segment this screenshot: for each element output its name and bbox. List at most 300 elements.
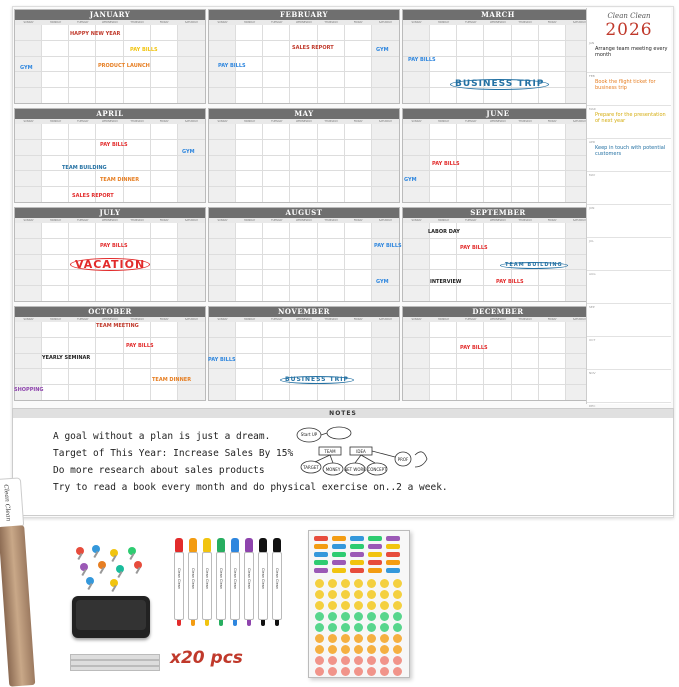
- day-cell[interactable]: [430, 171, 457, 187]
- day-cell[interactable]: [372, 187, 399, 203]
- day-cell[interactable]: [372, 369, 399, 385]
- day-cell[interactable]: [512, 187, 539, 203]
- day-cell[interactable]: [178, 57, 205, 73]
- day-cell[interactable]: [15, 338, 42, 354]
- day-cell[interactable]: [512, 223, 539, 239]
- day-cell[interactable]: [484, 88, 511, 104]
- day-cell[interactable]: [209, 41, 236, 57]
- day-cell[interactable]: [69, 140, 96, 156]
- day-cell[interactable]: [318, 25, 345, 41]
- day-cell[interactable]: [236, 187, 263, 203]
- day-cell[interactable]: [484, 354, 511, 370]
- day-cell[interactable]: [151, 223, 178, 239]
- day-cell[interactable]: [512, 88, 539, 104]
- day-cell[interactable]: [69, 286, 96, 302]
- day-cell[interactable]: [96, 286, 123, 302]
- day-cell[interactable]: [318, 338, 345, 354]
- day-cell[interactable]: [290, 72, 317, 88]
- day-cell[interactable]: [430, 354, 457, 370]
- day-cell[interactable]: [430, 187, 457, 203]
- day-cell[interactable]: [318, 156, 345, 172]
- day-cell[interactable]: [403, 354, 430, 370]
- day-cell[interactable]: [178, 354, 205, 370]
- day-cell[interactable]: [290, 322, 317, 338]
- day-cell[interactable]: [209, 171, 236, 187]
- day-cell[interactable]: [539, 354, 566, 370]
- day-cell[interactable]: [151, 270, 178, 286]
- day-cell[interactable]: [151, 385, 178, 401]
- day-cell[interactable]: [151, 255, 178, 271]
- day-cell[interactable]: [539, 270, 566, 286]
- day-cell[interactable]: [345, 255, 372, 271]
- day-cell[interactable]: [539, 223, 566, 239]
- day-cell[interactable]: [457, 255, 484, 271]
- day-cell[interactable]: [403, 156, 430, 172]
- day-cell[interactable]: [539, 124, 566, 140]
- day-cell[interactable]: [345, 286, 372, 302]
- day-cell[interactable]: [512, 369, 539, 385]
- day-cell[interactable]: [403, 41, 430, 57]
- day-cell[interactable]: [236, 223, 263, 239]
- day-cell[interactable]: [318, 124, 345, 140]
- day-cell[interactable]: [430, 338, 457, 354]
- day-cell[interactable]: [318, 88, 345, 104]
- day-cell[interactable]: [42, 124, 69, 140]
- day-cell[interactable]: [430, 286, 457, 302]
- day-cell[interactable]: [290, 156, 317, 172]
- day-cell[interactable]: [457, 156, 484, 172]
- day-cell[interactable]: [290, 255, 317, 271]
- day-cell[interactable]: [290, 124, 317, 140]
- day-cell[interactable]: [290, 338, 317, 354]
- day-cell[interactable]: [263, 88, 290, 104]
- day-cell[interactable]: [209, 124, 236, 140]
- day-cell[interactable]: [15, 25, 42, 41]
- day-cell[interactable]: [236, 385, 263, 401]
- day-cell[interactable]: [209, 369, 236, 385]
- day-cell[interactable]: [345, 156, 372, 172]
- day-cell[interactable]: [42, 88, 69, 104]
- day-cell[interactable]: [209, 286, 236, 302]
- day-cell[interactable]: [69, 338, 96, 354]
- day-cell[interactable]: [42, 140, 69, 156]
- day-cell[interactable]: [124, 369, 151, 385]
- day-cell[interactable]: [69, 88, 96, 104]
- day-cell[interactable]: [263, 286, 290, 302]
- day-cell[interactable]: [151, 25, 178, 41]
- day-cell[interactable]: [512, 286, 539, 302]
- day-cell[interactable]: [209, 322, 236, 338]
- day-cell[interactable]: [512, 124, 539, 140]
- day-cell[interactable]: [96, 270, 123, 286]
- day-cell[interactable]: [263, 41, 290, 57]
- day-cell[interactable]: [539, 239, 566, 255]
- day-cell[interactable]: [290, 270, 317, 286]
- day-cell[interactable]: [151, 171, 178, 187]
- day-cell[interactable]: [318, 239, 345, 255]
- day-cell[interactable]: [263, 124, 290, 140]
- day-cell[interactable]: [151, 354, 178, 370]
- day-cell[interactable]: [178, 286, 205, 302]
- day-cell[interactable]: [372, 322, 399, 338]
- day-cell[interactable]: [15, 223, 42, 239]
- day-cell[interactable]: [372, 385, 399, 401]
- day-cell[interactable]: [209, 255, 236, 271]
- day-cell[interactable]: [430, 369, 457, 385]
- day-cell[interactable]: [539, 25, 566, 41]
- day-cell[interactable]: [42, 369, 69, 385]
- day-cell[interactable]: [15, 72, 42, 88]
- day-cell[interactable]: [96, 354, 123, 370]
- day-cell[interactable]: [318, 270, 345, 286]
- day-cell[interactable]: [15, 239, 42, 255]
- day-cell[interactable]: [512, 239, 539, 255]
- day-cell[interactable]: [209, 270, 236, 286]
- day-cell[interactable]: [42, 286, 69, 302]
- day-cell[interactable]: [263, 72, 290, 88]
- day-cell[interactable]: [209, 72, 236, 88]
- day-cell[interactable]: [372, 72, 399, 88]
- day-cell[interactable]: [372, 88, 399, 104]
- day-cell[interactable]: [512, 338, 539, 354]
- day-cell[interactable]: [539, 187, 566, 203]
- day-cell[interactable]: [372, 25, 399, 41]
- day-cell[interactable]: [236, 41, 263, 57]
- day-cell[interactable]: [178, 223, 205, 239]
- day-cell[interactable]: [345, 239, 372, 255]
- day-cell[interactable]: [236, 369, 263, 385]
- day-cell[interactable]: [512, 354, 539, 370]
- day-cell[interactable]: [457, 385, 484, 401]
- day-cell[interactable]: [263, 57, 290, 73]
- day-cell[interactable]: [209, 187, 236, 203]
- day-cell[interactable]: [345, 354, 372, 370]
- day-cell[interactable]: [457, 171, 484, 187]
- day-cell[interactable]: [345, 187, 372, 203]
- day-cell[interactable]: [484, 239, 511, 255]
- day-cell[interactable]: [209, 223, 236, 239]
- day-cell[interactable]: [124, 72, 151, 88]
- day-cell[interactable]: [290, 140, 317, 156]
- day-cell[interactable]: [96, 369, 123, 385]
- day-cell[interactable]: [372, 255, 399, 271]
- day-cell[interactable]: [15, 156, 42, 172]
- day-cell[interactable]: [430, 140, 457, 156]
- day-cell[interactable]: [151, 72, 178, 88]
- day-cell[interactable]: [318, 286, 345, 302]
- day-cell[interactable]: [15, 124, 42, 140]
- day-cell[interactable]: [209, 140, 236, 156]
- day-cell[interactable]: [236, 140, 263, 156]
- day-cell[interactable]: [345, 124, 372, 140]
- day-cell[interactable]: [263, 354, 290, 370]
- day-cell[interactable]: [178, 187, 205, 203]
- day-cell[interactable]: [209, 25, 236, 41]
- day-cell[interactable]: [15, 354, 42, 370]
- day-cell[interactable]: [318, 140, 345, 156]
- day-cell[interactable]: [290, 171, 317, 187]
- day-cell[interactable]: [403, 223, 430, 239]
- day-cell[interactable]: [15, 88, 42, 104]
- day-cell[interactable]: [290, 385, 317, 401]
- day-cell[interactable]: [42, 239, 69, 255]
- day-cell[interactable]: [124, 286, 151, 302]
- day-cell[interactable]: [69, 322, 96, 338]
- day-cell[interactable]: [318, 322, 345, 338]
- day-cell[interactable]: [178, 171, 205, 187]
- day-cell[interactable]: [69, 239, 96, 255]
- day-cell[interactable]: [236, 286, 263, 302]
- day-cell[interactable]: [69, 369, 96, 385]
- day-cell[interactable]: [209, 156, 236, 172]
- day-cell[interactable]: [345, 270, 372, 286]
- day-cell[interactable]: [151, 187, 178, 203]
- day-cell[interactable]: [484, 25, 511, 41]
- day-cell[interactable]: [96, 88, 123, 104]
- day-cell[interactable]: [290, 286, 317, 302]
- day-cell[interactable]: [15, 369, 42, 385]
- day-cell[interactable]: [484, 156, 511, 172]
- day-cell[interactable]: [263, 223, 290, 239]
- day-cell[interactable]: [236, 322, 263, 338]
- day-cell[interactable]: [372, 124, 399, 140]
- day-cell[interactable]: [512, 156, 539, 172]
- day-cell[interactable]: [484, 322, 511, 338]
- day-cell[interactable]: [15, 286, 42, 302]
- day-cell[interactable]: [318, 72, 345, 88]
- day-cell[interactable]: [15, 41, 42, 57]
- day-cell[interactable]: [372, 57, 399, 73]
- day-cell[interactable]: [403, 88, 430, 104]
- day-cell[interactable]: [263, 270, 290, 286]
- day-cell[interactable]: [15, 255, 42, 271]
- day-cell[interactable]: [236, 156, 263, 172]
- day-cell[interactable]: [539, 171, 566, 187]
- day-cell[interactable]: [484, 140, 511, 156]
- day-cell[interactable]: [263, 156, 290, 172]
- day-cell[interactable]: [403, 286, 430, 302]
- day-cell[interactable]: [345, 171, 372, 187]
- day-cell[interactable]: [236, 270, 263, 286]
- day-cell[interactable]: [178, 255, 205, 271]
- day-cell[interactable]: [124, 187, 151, 203]
- day-cell[interactable]: [236, 338, 263, 354]
- day-cell[interactable]: [484, 171, 511, 187]
- day-cell[interactable]: [345, 57, 372, 73]
- day-cell[interactable]: [15, 140, 42, 156]
- day-cell[interactable]: [430, 25, 457, 41]
- day-cell[interactable]: [484, 187, 511, 203]
- day-cell[interactable]: [178, 156, 205, 172]
- day-cell[interactable]: [318, 223, 345, 239]
- day-cell[interactable]: [512, 322, 539, 338]
- day-cell[interactable]: [457, 25, 484, 41]
- day-cell[interactable]: [512, 41, 539, 57]
- day-cell[interactable]: [403, 385, 430, 401]
- day-cell[interactable]: [263, 187, 290, 203]
- day-cell[interactable]: [372, 140, 399, 156]
- day-cell[interactable]: [151, 57, 178, 73]
- day-cell[interactable]: [178, 72, 205, 88]
- day-cell[interactable]: [178, 88, 205, 104]
- day-cell[interactable]: [15, 322, 42, 338]
- day-cell[interactable]: [403, 72, 430, 88]
- day-cell[interactable]: [96, 41, 123, 57]
- day-cell[interactable]: [263, 255, 290, 271]
- day-cell[interactable]: [42, 72, 69, 88]
- day-cell[interactable]: [178, 25, 205, 41]
- day-cell[interactable]: [372, 171, 399, 187]
- day-cell[interactable]: [345, 223, 372, 239]
- day-cell[interactable]: [318, 255, 345, 271]
- day-cell[interactable]: [290, 187, 317, 203]
- day-cell[interactable]: [96, 338, 123, 354]
- day-cell[interactable]: [457, 124, 484, 140]
- day-cell[interactable]: [69, 171, 96, 187]
- day-cell[interactable]: [484, 338, 511, 354]
- day-cell[interactable]: [124, 385, 151, 401]
- day-cell[interactable]: [345, 25, 372, 41]
- day-cell[interactable]: [539, 41, 566, 57]
- day-cell[interactable]: [403, 338, 430, 354]
- day-cell[interactable]: [96, 124, 123, 140]
- day-cell[interactable]: [96, 223, 123, 239]
- day-cell[interactable]: [430, 255, 457, 271]
- day-cell[interactable]: [96, 72, 123, 88]
- day-cell[interactable]: [178, 41, 205, 57]
- day-cell[interactable]: [457, 140, 484, 156]
- day-cell[interactable]: [403, 270, 430, 286]
- day-cell[interactable]: [484, 223, 511, 239]
- day-cell[interactable]: [345, 41, 372, 57]
- day-cell[interactable]: [151, 88, 178, 104]
- day-cell[interactable]: [263, 239, 290, 255]
- day-cell[interactable]: [42, 171, 69, 187]
- day-cell[interactable]: [69, 41, 96, 57]
- day-cell[interactable]: [151, 239, 178, 255]
- day-cell[interactable]: [512, 57, 539, 73]
- day-cell[interactable]: [345, 338, 372, 354]
- day-cell[interactable]: [124, 270, 151, 286]
- day-cell[interactable]: [178, 322, 205, 338]
- day-cell[interactable]: [457, 41, 484, 57]
- day-cell[interactable]: [42, 187, 69, 203]
- day-cell[interactable]: [263, 171, 290, 187]
- day-cell[interactable]: [151, 124, 178, 140]
- day-cell[interactable]: [430, 239, 457, 255]
- day-cell[interactable]: [403, 124, 430, 140]
- day-cell[interactable]: [151, 156, 178, 172]
- day-cell[interactable]: [484, 124, 511, 140]
- day-cell[interactable]: [318, 187, 345, 203]
- day-cell[interactable]: [290, 239, 317, 255]
- day-cell[interactable]: [151, 338, 178, 354]
- day-cell[interactable]: [430, 124, 457, 140]
- day-cell[interactable]: [124, 88, 151, 104]
- day-cell[interactable]: [178, 338, 205, 354]
- day-cell[interactable]: [457, 322, 484, 338]
- day-cell[interactable]: [318, 57, 345, 73]
- day-cell[interactable]: [209, 239, 236, 255]
- day-cell[interactable]: [372, 223, 399, 239]
- day-cell[interactable]: [124, 124, 151, 140]
- day-cell[interactable]: [96, 385, 123, 401]
- day-cell[interactable]: [539, 140, 566, 156]
- day-cell[interactable]: [484, 41, 511, 57]
- day-cell[interactable]: [42, 25, 69, 41]
- day-cell[interactable]: [539, 322, 566, 338]
- day-cell[interactable]: [236, 25, 263, 41]
- day-cell[interactable]: [151, 322, 178, 338]
- day-cell[interactable]: [124, 354, 151, 370]
- day-cell[interactable]: [403, 140, 430, 156]
- day-cell[interactable]: [236, 239, 263, 255]
- day-cell[interactable]: [124, 223, 151, 239]
- day-cell[interactable]: [42, 255, 69, 271]
- day-cell[interactable]: [512, 171, 539, 187]
- day-cell[interactable]: [236, 72, 263, 88]
- day-cell[interactable]: [290, 57, 317, 73]
- day-cell[interactable]: [42, 223, 69, 239]
- day-cell[interactable]: [372, 354, 399, 370]
- day-cell[interactable]: [290, 223, 317, 239]
- day-cell[interactable]: [430, 322, 457, 338]
- day-cell[interactable]: [15, 187, 42, 203]
- day-cell[interactable]: [263, 140, 290, 156]
- day-cell[interactable]: [372, 338, 399, 354]
- day-cell[interactable]: [512, 385, 539, 401]
- day-cell[interactable]: [69, 72, 96, 88]
- day-cell[interactable]: [457, 369, 484, 385]
- day-cell[interactable]: [318, 385, 345, 401]
- day-cell[interactable]: [263, 338, 290, 354]
- day-cell[interactable]: [42, 338, 69, 354]
- day-cell[interactable]: [69, 223, 96, 239]
- day-cell[interactable]: [539, 369, 566, 385]
- day-cell[interactable]: [209, 385, 236, 401]
- day-cell[interactable]: [42, 322, 69, 338]
- day-cell[interactable]: [484, 57, 511, 73]
- day-cell[interactable]: [209, 338, 236, 354]
- day-cell[interactable]: [69, 57, 96, 73]
- day-cell[interactable]: [69, 385, 96, 401]
- day-cell[interactable]: [42, 41, 69, 57]
- day-cell[interactable]: [457, 88, 484, 104]
- day-cell[interactable]: [403, 322, 430, 338]
- day-cell[interactable]: [290, 25, 317, 41]
- day-cell[interactable]: [178, 270, 205, 286]
- day-cell[interactable]: [484, 286, 511, 302]
- day-cell[interactable]: [236, 255, 263, 271]
- day-cell[interactable]: [457, 187, 484, 203]
- day-cell[interactable]: [457, 57, 484, 73]
- day-cell[interactable]: [178, 239, 205, 255]
- day-cell[interactable]: [430, 41, 457, 57]
- day-cell[interactable]: [484, 369, 511, 385]
- day-cell[interactable]: [345, 385, 372, 401]
- day-cell[interactable]: [69, 270, 96, 286]
- day-cell[interactable]: [209, 88, 236, 104]
- day-cell[interactable]: [430, 88, 457, 104]
- day-cell[interactable]: [318, 354, 345, 370]
- day-cell[interactable]: [403, 255, 430, 271]
- day-cell[interactable]: [124, 25, 151, 41]
- day-cell[interactable]: [15, 270, 42, 286]
- day-cell[interactable]: [236, 88, 263, 104]
- day-cell[interactable]: [403, 239, 430, 255]
- day-cell[interactable]: [457, 354, 484, 370]
- day-cell[interactable]: [539, 156, 566, 172]
